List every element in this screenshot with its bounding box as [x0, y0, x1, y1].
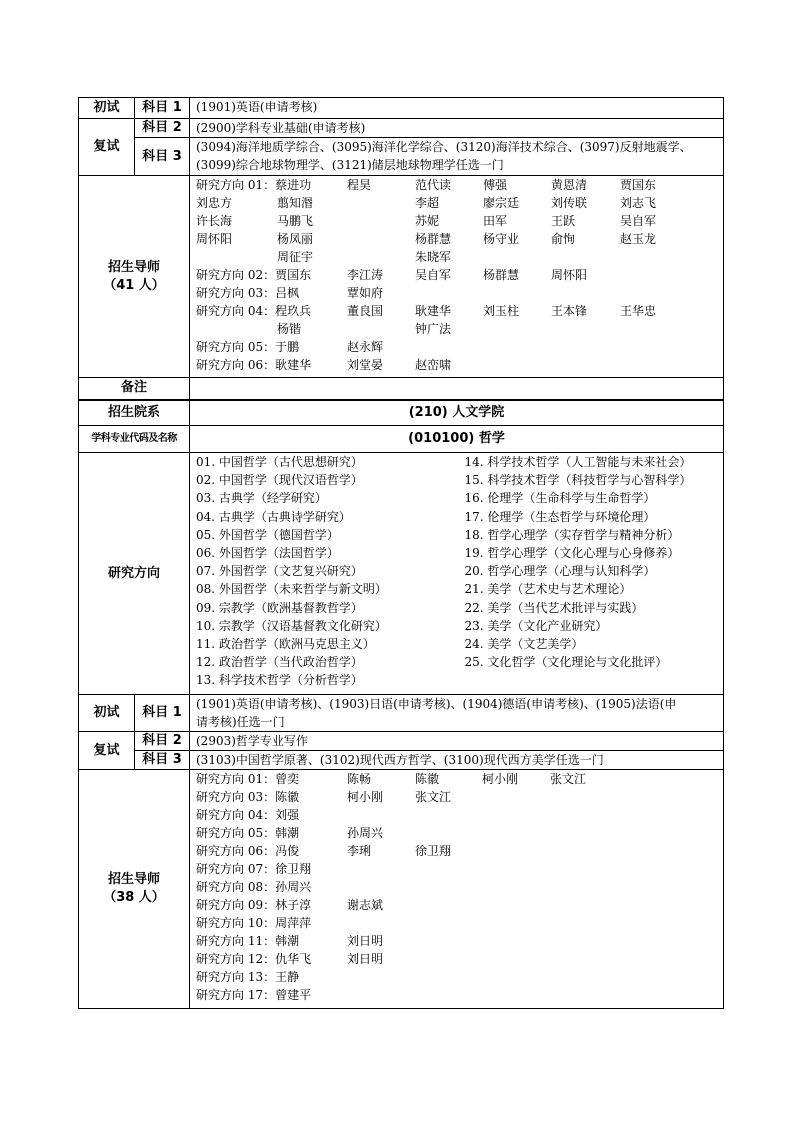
- mentor-line: [196, 266, 723, 284]
- mentor-name: 张文江: [415, 790, 452, 804]
- fushi-subject3-line2: (3099)综合地球物理学、(3121)储层地球物理学任选一门: [196, 158, 504, 172]
- fushi-label: 复试: [79, 119, 135, 176]
- mentor-name: 俞恂: [551, 232, 576, 246]
- mentor-name: 研究方向 06：耿建华: [196, 358, 312, 372]
- kemu1-label: 科目 1: [135, 98, 190, 119]
- mentor-name: 刘日明: [347, 952, 384, 966]
- direction-item: 06. 外国哲学（法国哲学）: [196, 545, 339, 560]
- direction-item: 02. 中国哲学（现代汉语哲学）: [196, 473, 363, 488]
- beizhu-value: [190, 378, 724, 400]
- mentor-line: [196, 302, 723, 320]
- direction-item: 25. 文化哲学（文化理论与文化批评）: [464, 655, 668, 670]
- fushi-subject2-2: (2903)哲学专业写作: [190, 732, 724, 751]
- mentor-line: [196, 842, 723, 860]
- mentor-name: 陈畅: [347, 772, 372, 786]
- directions-right: [464, 453, 723, 689]
- kemu1-label-2: 科目 1: [135, 695, 190, 732]
- mentor-name: 研究方向 03：陈徽: [196, 790, 300, 804]
- mentor-name: 朱晓军: [415, 250, 452, 264]
- mentor-label-1: [79, 176, 190, 378]
- direction-item: 17. 伦理学（生态哲学与环境伦理）: [464, 509, 656, 524]
- mentor-name: 周怀阳: [196, 232, 233, 246]
- fushi-subject3: [190, 138, 724, 176]
- mentor-name: 周征宇: [277, 250, 314, 264]
- mentor-line: [196, 284, 723, 302]
- beizhu-label: 备注: [79, 378, 190, 400]
- mentor-name: 陈徽: [415, 772, 440, 786]
- direction-item: 11. 政治哲学（欧洲马克思主义）: [196, 636, 375, 651]
- zhuanye-value: (010100) 哲学: [190, 426, 724, 453]
- mentor-name: 刘忠方: [196, 196, 233, 210]
- directions-left: [196, 453, 464, 689]
- mentor-name: 傅强: [483, 178, 508, 192]
- mentor-line: [196, 194, 723, 212]
- mentor-line: [196, 320, 723, 338]
- mentor-name: 杨守业: [483, 232, 520, 246]
- mentor-name: 研究方向 07：徐卫翔: [196, 862, 312, 876]
- mentor-name: 研究方向 02：贾国东: [196, 268, 312, 282]
- mentor-line: [196, 932, 723, 950]
- mentor-name: 董良国: [347, 304, 384, 318]
- chushi-label: 初试: [79, 98, 135, 119]
- mentor-name: 李超: [415, 196, 440, 210]
- kemu2-label: 科目 2: [135, 119, 190, 138]
- mentor-name: 钟广法: [415, 322, 452, 336]
- mentor-name: 研究方向 04：程玖兵: [196, 304, 312, 318]
- direction-item: 05. 外国哲学（德国哲学）: [196, 527, 339, 542]
- mentor-name: 研究方向 09：林子淳: [196, 898, 312, 912]
- mentor-line: [196, 896, 723, 914]
- mentor-name: 赵峦啸: [415, 358, 452, 372]
- mentor-line: [196, 860, 723, 878]
- fushi-label-2: 复试: [79, 732, 135, 770]
- mentor-line: [196, 824, 723, 842]
- mentor-name: 范代读: [415, 178, 452, 192]
- direction-item: 20. 哲学心理学（心理与认知科学）: [464, 564, 656, 579]
- mentor-name: 吴自军: [620, 214, 657, 228]
- yuanxi-label: 招生院系: [79, 400, 190, 426]
- mentor-line: [196, 788, 723, 806]
- kemu2-label-2: 科目 2: [135, 732, 190, 751]
- mentor-name: 杨凤丽: [277, 232, 314, 246]
- mentor-name: 耿建华: [415, 304, 452, 318]
- fushi-subject3-2: (3103)中国哲学原著、(3102)现代西方哲学、(3100)现代西方美学任选一门: [190, 751, 724, 770]
- direction-item: 07. 外国哲学（文艺复兴研究）: [196, 564, 363, 579]
- mentor-name: 程昊: [347, 178, 372, 192]
- mentor-title-2: 招生导师: [107, 872, 160, 887]
- chushi-label-2: 初试: [79, 695, 135, 732]
- mentor-name: 苏妮: [415, 214, 440, 228]
- mentor-name: 刘堂晏: [347, 358, 384, 372]
- mentor-list-1: [190, 176, 724, 378]
- mentor-name: 张文江: [550, 772, 587, 786]
- mentor-name: 研究方向 11：韩潮: [196, 934, 300, 948]
- fushi-subject3-line1: (3094)海洋地质学综合、(3095)海洋化学综合、(3120)海洋技术综合、(3097)反射地震学、: [196, 140, 692, 154]
- mentor-name: 研究方向 13：王静: [196, 970, 300, 984]
- direction-item: 04. 古典学（古典诗学研究）: [196, 509, 351, 524]
- mentor-name: 赵玉龙: [620, 232, 657, 246]
- direction-item: 24. 美学（文艺美学）: [464, 636, 584, 651]
- direction-item: 22. 美学（当代艺术批评与实践）: [464, 600, 644, 615]
- mentor-name: 周怀阳: [551, 268, 588, 282]
- mentor-name: 王本锋: [551, 304, 588, 318]
- mentor-name: 田军: [483, 214, 508, 228]
- mentor-name: 杨群慧: [415, 232, 452, 246]
- mentor-line: [196, 356, 723, 374]
- mentor-line: [196, 968, 723, 986]
- direction-item: 13. 科学技术哲学（分析哲学）: [196, 673, 363, 688]
- direction-item: 19. 哲学心理学（文化心理与心身修养）: [464, 545, 680, 560]
- zhuanye-label: 学科专业代码及名称: [79, 426, 190, 453]
- mentor-name: 研究方向 03：吕枫: [196, 286, 300, 300]
- mentor-count-2: （38 人）: [103, 890, 165, 905]
- mentor-name: 李琍: [347, 844, 372, 858]
- direction-item: 03. 古典学（经学研究）: [196, 491, 327, 506]
- mentor-line: [196, 176, 723, 194]
- chushi-subject1: (1901)英语(申请考核): [190, 98, 724, 119]
- mentor-line: [196, 212, 723, 230]
- mentor-line: [196, 878, 723, 896]
- mentor-line: [196, 950, 723, 968]
- mentor-name: 柯小刚: [347, 790, 384, 804]
- direction-item: 10. 宗教学（汉语基督教文化研究）: [196, 618, 387, 633]
- mentor-count: （41 人）: [103, 277, 165, 293]
- mentor-name: 刘玉柱: [483, 304, 520, 318]
- mentor-name: 研究方向 04：刘强: [196, 808, 300, 822]
- mentor-name: 吴自军: [415, 268, 452, 282]
- fushi-subject2: (2900)学科专业基础(申请考核): [190, 119, 724, 138]
- mentor-name: 黄恩清: [551, 178, 588, 192]
- kemu3-label: 科目 3: [135, 138, 190, 176]
- chushi-subject1-2: [190, 695, 724, 732]
- mentor-line: [196, 248, 723, 266]
- direction-item: 16. 伦理学（生命科学与生命哲学）: [464, 491, 656, 506]
- mentor-line: [196, 230, 723, 248]
- mentor-label-2: [79, 770, 190, 1009]
- mentor-name: 刘志飞: [620, 196, 657, 210]
- direction-item: 09. 宗教学（欧洲基督教哲学）: [196, 600, 363, 615]
- mentor-name: 贾国东: [620, 178, 657, 192]
- mentor-title: 招生导师: [107, 259, 160, 275]
- mentor-name: 许长海: [196, 214, 233, 228]
- mentor-line: [196, 770, 723, 788]
- mentor-name: 研究方向 01：蔡进功: [196, 178, 312, 192]
- mentor-name: 王华忠: [620, 304, 657, 318]
- mentor-name: 研究方向 12：仇华飞: [196, 952, 312, 966]
- chushi-subject1-2-line1: (1901)英语(申请考核)、(1903)日语(申请考核)、(1904)德语(申请考核)、(1905)法语(申: [196, 697, 677, 711]
- mentor-name: 研究方向 08：孙周兴: [196, 880, 312, 894]
- mentor-name: 研究方向 05：于鹏: [196, 340, 300, 354]
- mentor-name: 柯小刚: [482, 772, 519, 786]
- direction-item: 14. 科学技术哲学（人工智能与未来社会）: [464, 455, 692, 469]
- mentor-name: 马鹏飞: [277, 214, 314, 228]
- direction-item: 08. 外国哲学（未来哲学与新文明）: [196, 582, 387, 597]
- mentor-name: 覃如府: [347, 286, 384, 300]
- admission-table: [78, 97, 724, 1009]
- mentor-name: 研究方向 10：周萍萍: [196, 916, 312, 930]
- mentor-name: 徐卫翔: [415, 844, 452, 858]
- direction-item: 21. 美学（艺术史与艺术理论）: [464, 582, 632, 597]
- mentor-name: 廖宗廷: [483, 196, 520, 210]
- mentor-name: 刘日明: [347, 934, 384, 948]
- mentor-name: 谢志斌: [347, 898, 384, 912]
- mentor-name: 王跃: [551, 214, 576, 228]
- direction-item: 23. 美学（文化产业研究）: [464, 618, 608, 633]
- kemu3-label-2: 科目 3: [135, 751, 190, 770]
- mentor-name: 研究方向 17：曾建平: [196, 988, 312, 1002]
- direction-item: 01. 中国哲学（古代思想研究）: [196, 455, 363, 469]
- mentor-name: 研究方向 01：曾奕: [196, 772, 300, 786]
- mentor-name: 赵永辉: [347, 340, 384, 354]
- mentor-name: 杨锴: [277, 322, 302, 336]
- mentor-name: 李江涛: [347, 268, 384, 282]
- mentor-name: 杨群慧: [483, 268, 520, 282]
- mentor-name: 翦知湣: [277, 196, 314, 210]
- fangxiang-label: 研究方向: [79, 453, 190, 695]
- yuanxi-value: (210) 人文学院: [190, 400, 724, 426]
- mentor-name: 刘传联: [551, 196, 588, 210]
- mentor-name: 研究方向 06：冯俊: [196, 844, 300, 858]
- mentor-list-2: [190, 770, 724, 1009]
- chushi-subject1-2-line2: 请考核)任选一门: [196, 715, 285, 729]
- mentor-name: 孙周兴: [347, 826, 384, 840]
- direction-item: 18. 哲学心理学（实存哲学与精神分析）: [464, 527, 680, 542]
- mentor-line: [196, 914, 723, 932]
- mentor-line: [196, 806, 723, 824]
- directions-cell: [190, 453, 724, 695]
- mentor-line: [196, 986, 723, 1004]
- direction-item: 12. 政治哲学（当代政治哲学）: [196, 655, 363, 670]
- mentor-name: 研究方向 05：韩潮: [196, 826, 300, 840]
- mentor-line: [196, 338, 723, 356]
- direction-item: 15. 科学技术哲学（科技哲学与心智科学）: [464, 473, 692, 488]
